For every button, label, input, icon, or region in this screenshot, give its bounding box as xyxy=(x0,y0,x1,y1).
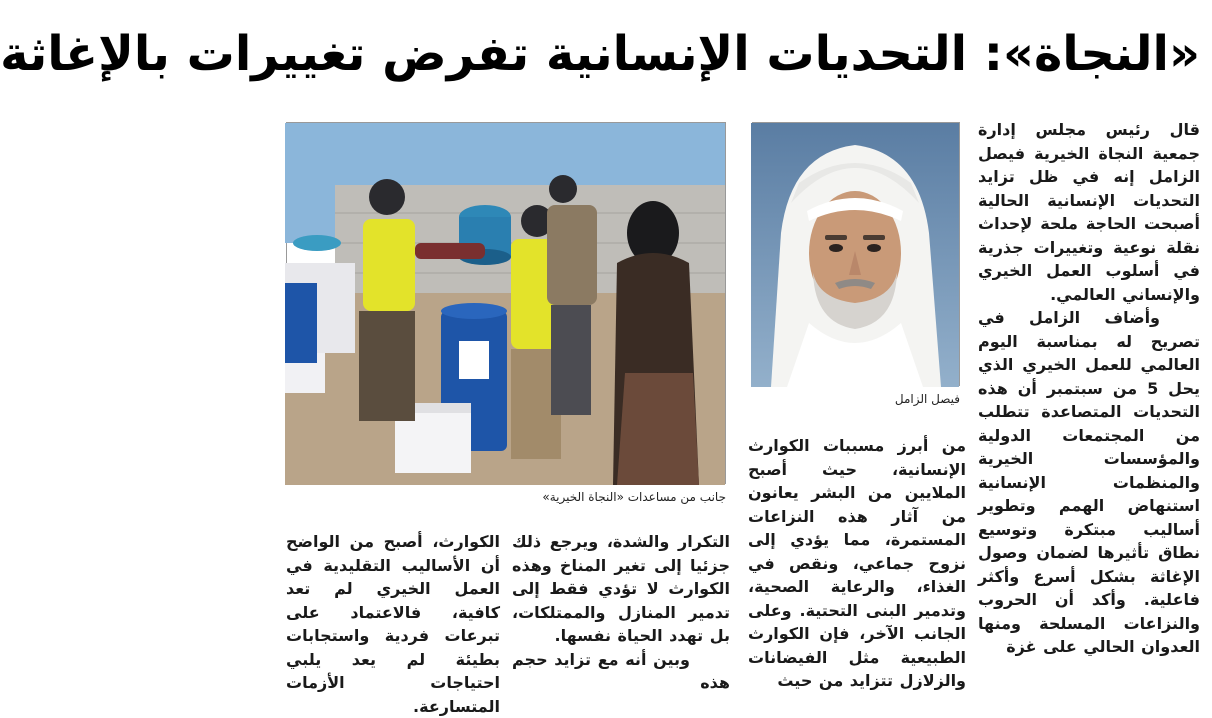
portrait-illustration xyxy=(751,123,959,387)
portrait-photo xyxy=(752,122,960,386)
aid-distribution-photo xyxy=(286,122,726,484)
article-column-bottom-2 xyxy=(286,530,500,716)
paragraph-4: التكرار والشدة، ويرجع ذلك جزئيا إلى تغير المناخ وهذه الكوارث لا تؤدي فقط إلى تدمير المنازل والممتلكات، بل تهدد الحياة نفسها. xyxy=(512,532,730,645)
article-column-bottom-1 xyxy=(512,530,730,693)
paragraph-3: من أبرز مسببات الكوارث الإنسانية، حيث أصبح الملايين من البشر يعانون من آثار هذه النزاعات المستمرة، مما يؤدي إلى نزوح جماعي، ونقص في الغذاء، والرعاية الصحية، وتدمير البنى التحتية. وعلى الجانب الآخر، فإن الكوارث الطبيعية مثل الفيضانات والزلازل تتزايد من حيث xyxy=(748,436,966,690)
article-column-right xyxy=(978,118,1200,693)
headline: «النجاة»: التحديات الإنسانية تفرض تغييرات بالإغاثة xyxy=(0,26,1200,82)
aid-photo-caption: جانب من مساعدات «النجاة الخيرية» xyxy=(542,490,726,504)
portrait-caption: فيصل الزامل xyxy=(894,392,960,406)
aid-distribution-illustration xyxy=(285,123,725,485)
paragraph-1: قال رئيس مجلس إدارة جمعية النجاة الخيرية فيصل الزامل إنه في ظل تزايد التحديات الإنسانية الحالية أصبحت الحاجة ملحة لإحداث نقلة نوعية وتغييرات جذرية في أسلوب العمل الخيري والإنساني العالمي. xyxy=(978,120,1200,304)
article-column-middle xyxy=(748,434,966,693)
paragraph-5: وبين أنه مع تزايد حجم هذه xyxy=(512,649,730,692)
paragraph-2: وأضاف الزامل في تصريح له بمناسبة اليوم العالمي للعمل الخيري الذي يحل 5 من سبتمبر أن هذه التحديات المتصاعدة تتطلب من المجتمعات الدولية والمؤسسات الخيرية والمنظمات الإنسانية استنهاض الهمم وتطوير أساليب مبتكرة وتوسيع نطاق تأثيرها لضمان وصول الإغاثة بشكل أسرع وأكثر فاعلية. وأكد أن الحروب والنزاعات المسلحة ومنها العدوان الحالي على غزة xyxy=(978,308,1200,656)
paragraph-6: الكوارث، أصبح من الواضح أن الأساليب التقليدية في العمل الخيري لم تعد كافية، فالاعتماد على تبرعات فردية واستجابات بطيئة لم يعد يلبي احتياجات الأزمات المتسارعة. xyxy=(286,532,500,716)
